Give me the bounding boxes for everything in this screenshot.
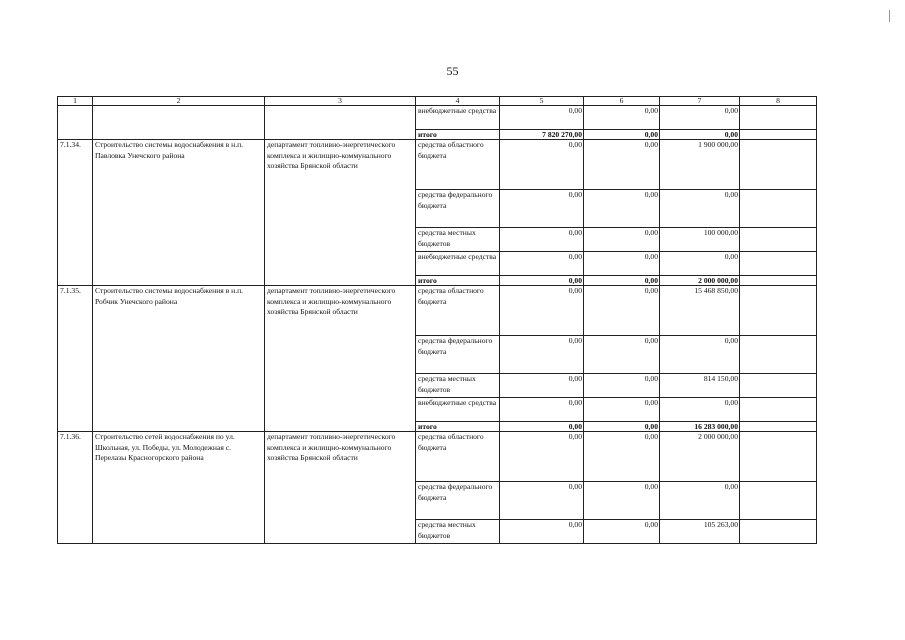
- funding-row: [58, 140, 817, 190]
- note-cell: [740, 422, 817, 432]
- amount-cell: 0,00: [584, 520, 660, 544]
- funding-source: внебюджетные средства: [416, 106, 500, 130]
- amount-cell: 0,00: [660, 482, 740, 520]
- amount-cell: 1 900 000,00: [660, 140, 740, 190]
- note-cell: [740, 432, 817, 482]
- amount-cell: 15 468 850,00: [660, 286, 740, 336]
- funding-source: средства местных бюджетов: [416, 228, 500, 252]
- column-header: 4: [416, 97, 500, 106]
- amount-cell: 0,00: [500, 140, 584, 190]
- funding-row: [58, 286, 817, 336]
- amount-cell: 814 150,00: [660, 374, 740, 398]
- note-cell: [740, 398, 817, 422]
- funding-source: итого: [416, 276, 500, 286]
- note-cell: [740, 286, 817, 336]
- funding-source: внебюджетные средства: [416, 398, 500, 422]
- funding-source: внебюджетные средства: [416, 252, 500, 276]
- amount-cell: 0,00: [660, 190, 740, 228]
- funding-source: средства областного бюджета: [416, 432, 500, 482]
- note-cell: [740, 106, 817, 130]
- budget-table: [57, 96, 817, 544]
- note-cell: [740, 228, 817, 252]
- funding-source: средства областного бюджета: [416, 286, 500, 336]
- amount-cell: 0,00: [584, 432, 660, 482]
- amount-cell: 0,00: [500, 398, 584, 422]
- amount-cell: 0,00: [584, 374, 660, 398]
- amount-cell: 0,00: [500, 482, 584, 520]
- column-header: 7: [660, 97, 740, 106]
- column-header: 3: [265, 97, 416, 106]
- funding-source: средства федерального бюджета: [416, 482, 500, 520]
- note-cell: [740, 482, 817, 520]
- column-header: 8: [740, 97, 817, 106]
- amount-cell: 0,00: [660, 252, 740, 276]
- amount-cell: 0,00: [500, 336, 584, 374]
- note-cell: [740, 520, 817, 544]
- item-name: [93, 106, 265, 140]
- amount-cell: 0,00: [584, 276, 660, 286]
- amount-cell: 0,00: [584, 140, 660, 190]
- item-executor: [265, 106, 416, 140]
- item-code: 7.1.35.: [58, 286, 93, 432]
- note-cell: [740, 374, 817, 398]
- amount-cell: 0,00: [660, 106, 740, 130]
- funding-source: средства федерального бюджета: [416, 336, 500, 374]
- amount-cell: 0,00: [584, 482, 660, 520]
- funding-source: итого: [416, 130, 500, 140]
- funding-source: итого: [416, 422, 500, 432]
- amount-cell: 0,00: [500, 252, 584, 276]
- amount-cell: 0,00: [500, 106, 584, 130]
- margin-mark: [889, 10, 890, 22]
- header-row: [58, 97, 817, 106]
- note-cell: [740, 252, 817, 276]
- column-header: 5: [500, 97, 584, 106]
- note-cell: [740, 140, 817, 190]
- amount-cell: 0,00: [584, 336, 660, 374]
- item-executor: департамент топливно-энергетического комплекса и жилищно-коммунального хозяйства Брянской области: [265, 286, 416, 432]
- amount-cell: 0,00: [584, 398, 660, 422]
- funding-row: [58, 106, 817, 130]
- column-header: 6: [584, 97, 660, 106]
- note-cell: [740, 130, 817, 140]
- amount-cell: 0,00: [500, 422, 584, 432]
- item-name: Строительство системы водоснабжения в н.п. Павловка Унечского района: [93, 140, 265, 286]
- amount-cell: 0,00: [500, 286, 584, 336]
- amount-cell: 0,00: [584, 422, 660, 432]
- item-code: 7.1.36.: [58, 432, 93, 544]
- amount-cell: 0,00: [584, 106, 660, 130]
- amount-cell: 0,00: [660, 130, 740, 140]
- amount-cell: 0,00: [584, 286, 660, 336]
- amount-cell: 16 283 000,00: [660, 422, 740, 432]
- note-cell: [740, 276, 817, 286]
- item-name: Строительство системы водоснабжения в н.п. Робчик Унечского района: [93, 286, 265, 432]
- funding-source: средства федерального бюджета: [416, 190, 500, 228]
- funding-source: средства местных бюджетов: [416, 374, 500, 398]
- item-executor: департамент топливно-энергетического комплекса и жилищно-коммунального хозяйства Брянской области: [265, 432, 416, 544]
- amount-cell: 0,00: [660, 336, 740, 374]
- amount-cell: 0,00: [584, 190, 660, 228]
- amount-cell: 2 000 000,00: [660, 276, 740, 286]
- amount-cell: 7 820 270,00: [500, 130, 584, 140]
- amount-cell: 0,00: [500, 520, 584, 544]
- amount-cell: 100 000,00: [660, 228, 740, 252]
- note-cell: [740, 336, 817, 374]
- item-code: [58, 106, 93, 140]
- page-number: 55: [446, 64, 459, 78]
- item-name: Строительство сетей водоснабжения по ул. Школьная, ул. Победы, ул. Молодежная с. Перелазы Красногорского района: [93, 432, 265, 544]
- amount-cell: 0,00: [500, 432, 584, 482]
- amount-cell: 0,00: [584, 252, 660, 276]
- amount-cell: 0,00: [500, 190, 584, 228]
- amount-cell: 0,00: [584, 130, 660, 140]
- funding-row: [58, 432, 817, 482]
- amount-cell: 0,00: [660, 398, 740, 422]
- amount-cell: 0,00: [500, 228, 584, 252]
- item-code: 7.1.34.: [58, 140, 93, 286]
- amount-cell: 105 263,00: [660, 520, 740, 544]
- column-header: 1: [58, 97, 93, 106]
- amount-cell: 0,00: [500, 374, 584, 398]
- funding-source: средства областного бюджета: [416, 140, 500, 190]
- amount-cell: 0,00: [584, 228, 660, 252]
- column-header: 2: [93, 97, 265, 106]
- note-cell: [740, 190, 817, 228]
- amount-cell: 0,00: [500, 276, 584, 286]
- funding-source: средства местных бюджетов: [416, 520, 500, 544]
- item-executor: департамент топливно-энергетического комплекса и жилищно-коммунального хозяйства Брянской области: [265, 140, 416, 286]
- amount-cell: 2 000 000,00: [660, 432, 740, 482]
